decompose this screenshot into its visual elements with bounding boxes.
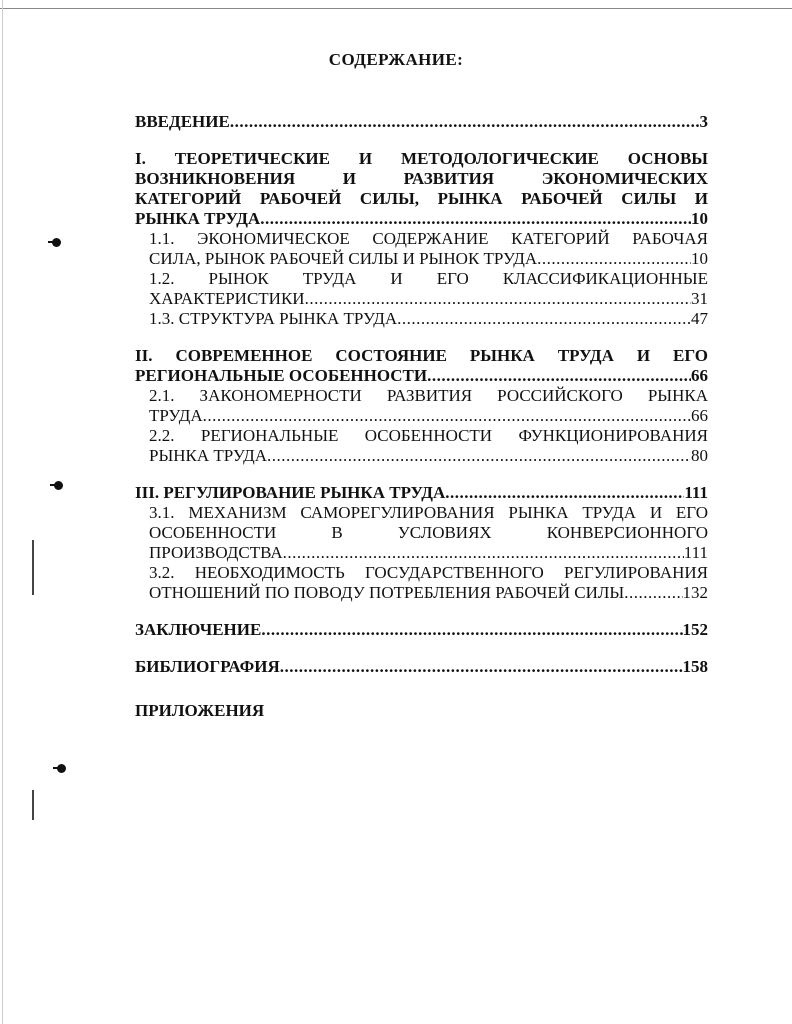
toc-entry-title-line: 2.1. ЗАКОНОМЕРНОСТИ РАЗВИТИЯ РОССИЙСКОГО РЫНКА: [149, 386, 708, 405]
scan-margin-mark: [32, 540, 34, 595]
toc-entry-title-line: 1.1. ЭКОНОМИЧЕСКОЕ СОДЕРЖАНИЕ КАТЕГОРИЙ РАБОЧАЯ: [149, 229, 708, 248]
toc-entry-title-line: КАТЕГОРИЙ РАБОЧЕЙ СИЛЫ, РЫНКА РАБОЧЕЙ СИЛЫ И: [135, 189, 708, 208]
toc-entry-title-line: II. СОВРЕМЕННОЕ СОСТОЯНИЕ РЫНКА ТРУДА И ЕГО: [135, 346, 708, 365]
toc-entry-title-line: 2.2. РЕГИОНАЛЬНЫЕ ОСОБЕННОСТИ ФУНКЦИОНИРОВАНИЯ: [149, 426, 708, 445]
toc-page-number: 10: [691, 249, 708, 268]
toc-entry-title: ОТНОШЕНИЙ ПО ПОВОДУ ПОТРЕБЛЕНИЯ РАБОЧЕЙ СИЛЫ: [149, 583, 625, 602]
toc-entry-title: РЫНКА ТРУДА: [149, 446, 268, 465]
toc-entry-section-1-3[interactable]: [149, 309, 708, 329]
dot-leader: [305, 289, 691, 309]
toc-entry-section-3-1[interactable]: [149, 503, 708, 563]
toc-entry-title: СИЛА, РЫНОК РАБОЧЕЙ СИЛЫ И РЫНОК ТРУДА: [149, 249, 538, 268]
toc-entry-appendices[interactable]: ПРИЛОЖЕНИЯ: [135, 701, 265, 720]
toc-page-number: 10: [691, 209, 708, 228]
toc-entry-section-3-2[interactable]: [149, 563, 708, 603]
dot-leader: [267, 446, 691, 466]
toc-page-number: 132: [682, 583, 708, 602]
toc-page-number: 80: [691, 446, 708, 465]
toc-page-number: 31: [691, 289, 708, 308]
toc-entry-title-line: I. ТЕОРЕТИЧЕСКИЕ И МЕТОДОЛОГИЧЕСКИЕ ОСНОВЫ: [135, 149, 708, 168]
toc-entry-title: ТРУДА: [149, 406, 203, 425]
toc-entry-title-line: 3.2. НЕОБХОДИМОСТЬ ГОСУДАРСТВЕННОГО РЕГУЛИРОВАНИЯ: [149, 563, 708, 582]
toc-entry-title: ЗАКЛЮЧЕНИЕ: [135, 620, 262, 639]
punch-hole-icon: [54, 481, 63, 490]
dot-leader: [230, 112, 700, 132]
toc-entry-intro[interactable]: [135, 112, 708, 132]
dot-leader: [445, 483, 684, 503]
toc-entry-section-2-1[interactable]: [149, 386, 708, 426]
toc-entry-title-line: ОСОБЕННОСТИ В УСЛОВИЯХ КОНВЕРСИОННОГО: [149, 523, 708, 542]
toc-entry-title: РЫНКА ТРУДА: [135, 209, 261, 228]
toc-page-number: 111: [684, 483, 708, 502]
toc-entry-title: ХАРАКТЕРИСТИКИ: [149, 289, 305, 308]
toc-entry-title: БИБЛИОГРАФИЯ: [135, 657, 280, 676]
toc-page-number: 158: [682, 657, 708, 676]
toc-entry-chapter-1[interactable]: [135, 149, 708, 329]
dot-leader: [260, 209, 691, 229]
dot-leader: [537, 249, 691, 269]
toc-entry-title-line: 3.1. МЕХАНИЗМ САМОРЕГУЛИРОВАНИЯ РЫНКА ТРУДА И ЕГО: [149, 503, 708, 522]
punch-hole-icon: [57, 764, 66, 773]
page-title: СОДЕРЖАНИЕ:: [328, 50, 464, 69]
scan-left-border: [2, 0, 3, 1024]
toc-page-number: 111: [683, 543, 708, 562]
dot-leader: [261, 620, 682, 640]
dot-leader: [280, 657, 683, 677]
toc-entry-chapter-2[interactable]: [135, 346, 708, 466]
toc-page-number: 66: [691, 366, 708, 385]
dot-leader: [397, 309, 691, 329]
toc-entry-title: ПРОИЗВОДСТВА: [149, 543, 283, 562]
dot-leader: [427, 366, 691, 386]
toc-entry-title-line: 1.2. РЫНОК ТРУДА И ЕГО КЛАССИФИКАЦИОННЫЕ: [149, 269, 708, 288]
toc-page-number: 152: [682, 620, 708, 639]
punch-hole-icon: [52, 238, 61, 247]
scan-top-border: [0, 8, 792, 9]
toc-entry-chapter-3[interactable]: [135, 483, 708, 603]
dot-leader: [624, 583, 682, 603]
toc-entry-section-2-2[interactable]: [149, 426, 708, 466]
dot-leader: [283, 543, 684, 563]
table-of-contents: [135, 112, 708, 721]
scan-margin-mark: [32, 790, 34, 820]
dot-leader: [203, 406, 691, 426]
toc-entry-conclusion[interactable]: [135, 620, 708, 640]
toc-entry-title-line: ВОЗНИКНОВЕНИЯ И РАЗВИТИЯ ЭКОНОМИЧЕСКИХ: [135, 169, 708, 188]
toc-entry-title: 1.3. СТРУКТУРА РЫНКА ТРУДА: [149, 309, 398, 328]
toc-entry-section-1-2[interactable]: [149, 269, 708, 309]
toc-entry-title: ВВЕДЕНИЕ: [135, 112, 230, 131]
toc-entry-bibliography[interactable]: [135, 657, 708, 677]
toc-entry-title: III. РЕГУЛИРОВАНИЕ РЫНКА ТРУДА: [135, 483, 446, 502]
toc-entry-section-1-1[interactable]: [149, 229, 708, 269]
toc-entry-title: РЕГИОНАЛЬНЫЕ ОСОБЕННОСТИ: [135, 366, 428, 385]
toc-page-number: 3: [699, 112, 708, 131]
toc-page-number: 66: [691, 406, 708, 425]
toc-page-number: 47: [691, 309, 708, 328]
